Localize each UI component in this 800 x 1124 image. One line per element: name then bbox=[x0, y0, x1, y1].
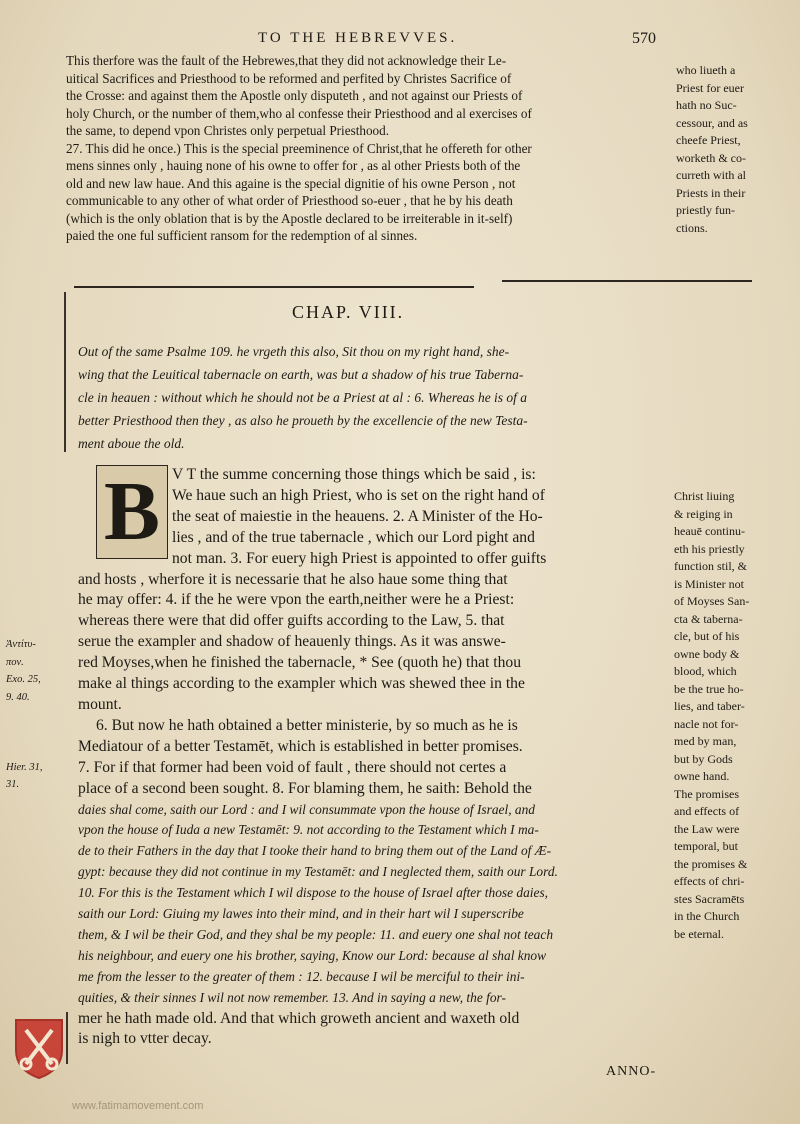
body-line: and hosts , wherfore it is necessarie that he also haue some thing that bbox=[78, 570, 508, 588]
body-line: 7. For if that former had been void of fault , there should not certes a bbox=[78, 758, 507, 776]
papal-keys-logo-icon bbox=[12, 1016, 66, 1080]
body-line: saith our Lord: Giuing my lawes into their mind, and in their hart wil I superscribe bbox=[78, 906, 524, 922]
body-line: mount. bbox=[78, 695, 122, 713]
body-line: mer he hath made old. And that which groweth ancient and waxeth old bbox=[78, 1009, 520, 1027]
body-line: vpon the house of Iuda a new Testamēt: 9. not according to the Testament which I ma- bbox=[78, 822, 539, 838]
left-margin-note bbox=[6, 636, 64, 794]
body-line: 6. But now he hath obtained a better ministerie, by so much as he is bbox=[96, 716, 518, 734]
chapter-title: CHAP. VIII. bbox=[292, 302, 405, 322]
chapter-body bbox=[78, 465, 678, 1050]
text-line: mens sinnes only , hauing none of his owne to offer for , as al other Priests both of the bbox=[66, 158, 521, 173]
margin-line: ctions. bbox=[676, 220, 708, 235]
margin-line: priestly fun- bbox=[676, 203, 735, 217]
body-line: he may offer: 4. if the he were vpon the earth,neither were he a Priest: bbox=[78, 591, 515, 609]
text-line: uitical Sacrifices and Priesthood to be reformed and perfited by Christes Sacrifice of bbox=[66, 70, 512, 86]
argument-line: Out of the same Psalme 109. he vrgeth this also, Sit thou on my right hand, she- bbox=[78, 344, 510, 359]
text-line: (which is the only oblation that is by the Apostle declared to be irreiterable in it-self) bbox=[66, 210, 513, 226]
body-line: red Moyses,when he finished the tabernacle, * See (quoth he) that thou bbox=[78, 654, 521, 672]
margin-line: Hier. 31, bbox=[6, 761, 43, 773]
right-margin-note bbox=[674, 488, 798, 943]
margin-line: blood, which bbox=[674, 664, 737, 678]
margin-line: but by Gods bbox=[674, 751, 733, 766]
top-margin-note bbox=[676, 62, 796, 237]
margin-line: heauē continu- bbox=[674, 524, 745, 538]
body-line: serue the exampler and shadow of heauenly things. As it was answe- bbox=[78, 633, 506, 651]
section-divider bbox=[74, 286, 474, 288]
text-line: the Crosse: and against them the Apostle only disputeth , and not against our Priests of bbox=[66, 88, 523, 103]
margin-line: The promises bbox=[674, 786, 739, 801]
body-line: whereas there were that did offer guifts according to the Law, 5. that bbox=[78, 612, 505, 630]
margin-line: cheefe Priest, bbox=[676, 133, 741, 147]
argument-line: better Priesthood then they , as also he proueth by the excellencie of the new Testa- bbox=[78, 413, 528, 428]
argument-line: wing that the Leuitical tabernacle on earth, was but a shadow of his true Taberna- bbox=[78, 367, 524, 382]
margin-line: worketh & co- bbox=[676, 150, 746, 165]
body-line: his neighbour, and euery one his brother, saying, Know our Lord: because al shal know bbox=[78, 947, 547, 963]
body-line: V T the summe concerning those things which be said , is: bbox=[172, 466, 536, 483]
margin-line: is Minister not bbox=[674, 576, 745, 591]
margin-bracket bbox=[64, 292, 66, 452]
margin-bracket bbox=[66, 1012, 68, 1064]
text-line: old and new law haue. And this againe is the special dignitie of his owne Person , not bbox=[66, 175, 516, 191]
running-head: TO THE HEBREVVES. bbox=[258, 30, 458, 46]
body-line: place of a second been sought. 8. For blaming them, he saith: Behold the bbox=[78, 779, 532, 797]
drop-cap: B bbox=[96, 465, 168, 559]
body-line: make al things according to the exampler which was shewed thee in the bbox=[78, 675, 525, 693]
margin-line: who liueth a bbox=[676, 63, 736, 77]
chapter-argument bbox=[78, 340, 738, 455]
margin-line: hath no Suc- bbox=[676, 98, 737, 112]
argument-line: ment aboue the old. bbox=[78, 436, 185, 451]
margin-line: 31. bbox=[6, 779, 20, 790]
margin-line: temporal, but bbox=[674, 839, 738, 853]
text-line: paied the one ful sufficient ransom for the redemption of al sinnes. bbox=[66, 228, 418, 243]
text-line: communicable to any other of what order of Priesthood so-euer , that he by his death bbox=[66, 193, 513, 208]
argument-line: cle in heauen : without which he should not be a Priest at al : 6. Whereas he is of a bbox=[78, 390, 528, 405]
catchword: ANNO- bbox=[606, 1064, 657, 1079]
margin-line: Christ liuing bbox=[674, 489, 735, 503]
margin-line: of Moyses San- bbox=[674, 594, 750, 608]
body-line: me from the lesser to the greater of them : 12. because I wil be merciful to their ini- bbox=[78, 968, 525, 984]
body-line: lies , and of the true tabernacle , which our Lord pight and bbox=[172, 528, 535, 546]
body-line: We haue such an high Priest, who is set on the right hand of bbox=[172, 486, 545, 504]
margin-line: eth his priestly bbox=[674, 541, 745, 556]
margin-line: and effects of bbox=[674, 804, 740, 818]
margin-line: lies, and taber- bbox=[674, 699, 745, 713]
margin-line: nacle not for- bbox=[674, 716, 739, 731]
text-line: This therfore was the fault of the Hebrewes,that they did not acknowledge their Le- bbox=[66, 53, 507, 68]
margin-line: & reiging in bbox=[674, 506, 733, 521]
margin-line: Exo. 25, bbox=[6, 674, 41, 685]
margin-line: be eternal. bbox=[674, 926, 724, 941]
body-line: not man. 3. For euery high Priest is appointed to offer guifts bbox=[172, 549, 547, 567]
annotation-text-block bbox=[66, 52, 686, 245]
margin-line: cle, but of his bbox=[674, 629, 740, 643]
body-line: Mediatour of a better Testamēt, which is established in better promises. bbox=[78, 737, 523, 755]
margin-line: stes Sacramēts bbox=[674, 891, 745, 906]
body-line: de to their Fathers in the day that I tooke their hand to bring them out of the Land of Æ- bbox=[78, 843, 552, 859]
text-line: holy Church, or the number of them,who al confesse their Priesthood and al exercises of bbox=[66, 105, 532, 121]
margin-line bbox=[6, 706, 64, 724]
margin-line: owne hand. bbox=[674, 769, 730, 783]
watermark-url: www.fatimamovement.com bbox=[72, 1100, 204, 1112]
margin-line: 9. 40. bbox=[6, 691, 30, 703]
margin-line: function stil, & bbox=[674, 559, 747, 573]
margin-line: med by man, bbox=[674, 734, 737, 748]
margin-line bbox=[6, 724, 64, 742]
margin-line bbox=[6, 741, 64, 759]
margin-line: be the true ho- bbox=[674, 681, 744, 696]
text-line: 27. This did he once.) This is the special preeminence of Christ,that he offereth for other bbox=[66, 140, 532, 156]
margin-line: owne body & bbox=[674, 646, 740, 661]
body-line: the seat of maiestie in the heauens. 2. A Minister of the Ho- bbox=[172, 507, 543, 525]
body-line: 10. For this is the Testament which I wil dispose to the house of Israel after those daies, bbox=[78, 885, 549, 901]
page-number: 570 bbox=[632, 30, 656, 47]
section-divider bbox=[502, 280, 752, 282]
margin-line: effects of chri- bbox=[674, 874, 745, 888]
margin-line: Ἀντίτυ- bbox=[6, 639, 36, 650]
body-line: is nigh to vtter decay. bbox=[78, 1030, 212, 1048]
margin-line: Priest for euer bbox=[676, 80, 744, 95]
margin-line: πον. bbox=[6, 656, 24, 668]
margin-line: cessour, and as bbox=[676, 115, 748, 130]
margin-line: in the Church bbox=[674, 909, 740, 923]
margin-line: the promises & bbox=[674, 856, 748, 871]
margin-line: cta & taberna- bbox=[674, 611, 743, 626]
margin-line: curreth with al bbox=[676, 168, 746, 182]
text-line: the same, to depend vpon Christes only perpetual Priesthood. bbox=[66, 123, 390, 138]
margin-line: Priests in their bbox=[676, 185, 746, 200]
body-line: quities, & their sinnes I wil not now remember. 13. And in saying a new, the for- bbox=[78, 989, 506, 1005]
margin-line: the Law were bbox=[674, 821, 740, 836]
body-line: them, & I wil be their God, and they shal be my people: 11. and euery one shal not teach bbox=[78, 926, 554, 942]
body-line: gypt: because they did not continue in my Testamēt: and I neglected them, saith our Lord. bbox=[78, 864, 558, 880]
body-line: daies shal come, saith our Lord : and I wil consummate vpon the house of Israel, and bbox=[78, 801, 535, 817]
